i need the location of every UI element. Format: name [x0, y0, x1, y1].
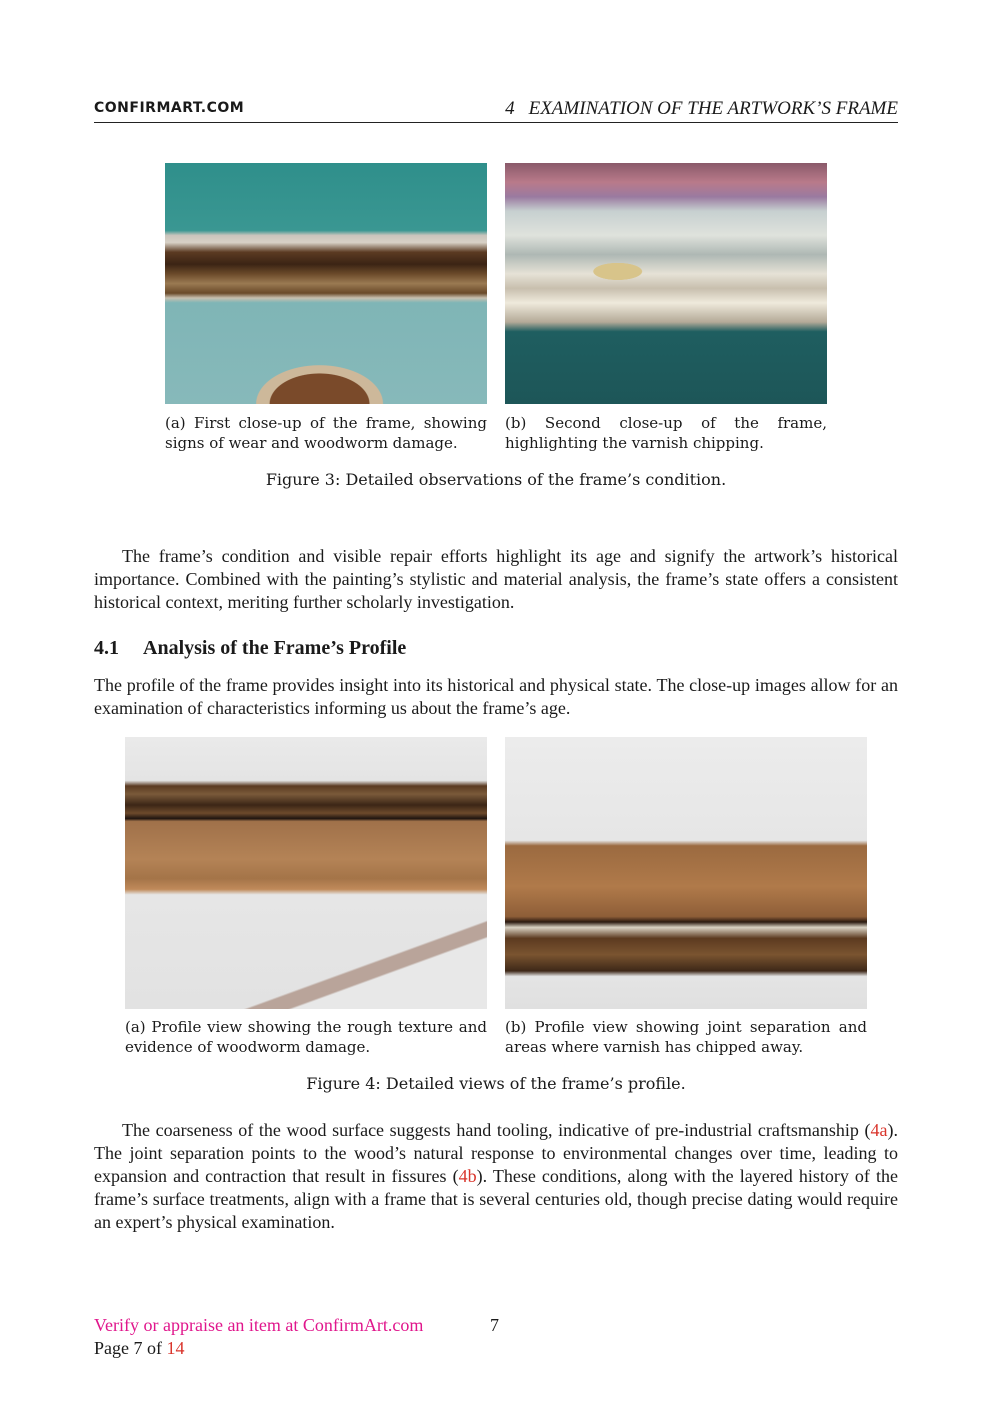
figure4-caption: Figure 4: Detailed views of the frame’s profile.: [306, 1074, 686, 1093]
section-number: 4.1: [94, 637, 119, 659]
paragraph-frame-condition: The frame’s condition and visible repair efforts highlight its age and signify the artwork’s historical importance. Combined with the painting’s stylistic and material analysis, the frame’s state offers a consistent historical context, meriting further scholarly investigation.: [94, 546, 898, 612]
frame-closeup-photo-b: [505, 163, 827, 404]
running-head-number: 4: [505, 98, 515, 119]
running-head: [505, 98, 898, 120]
figure3-subcaption-a: (a) First close-up of the frame, showing signs of wear and woodworm damage.: [165, 414, 487, 452]
footer-page-number: 7: [490, 1315, 499, 1335]
frame-closeup-photo-a: [165, 163, 487, 404]
figure-reference-4b[interactable]: 4b: [458, 1166, 477, 1186]
section-title: Analysis of the Frame’s Profile: [143, 637, 407, 659]
paragraph-profile-analysis: [94, 1119, 898, 1234]
figure3-subcaption-b: (b) Second close-up of the frame, highlighting the varnish chipping.: [505, 414, 827, 452]
footer-page-count: [94, 1338, 184, 1359]
figure4-subcaption-b: (b) Profile view showing joint separation and areas where varnish has chipped away.: [505, 1018, 867, 1056]
figure4-subcaption-a: (a) Profile view showing the rough texture and evidence of woodworm damage.: [125, 1018, 487, 1056]
paragraph-profile-intro: The profile of the frame provides insight into its historical and physical state. The close-up images allow for an examination of characteristics informing us about the frame’s age.: [94, 675, 898, 718]
paragraph-text: ). The joint separation points to the wood’s natural response to environmental changes over time, leading to expansion and contraction that result in fissures (: [94, 1120, 898, 1186]
paragraph-text: The coarseness of the wood surface suggests hand tooling, indicative of pre-industrial craftsmanship (: [122, 1120, 871, 1140]
section-heading: [94, 637, 406, 660]
frame-profile-photo-b: [505, 737, 867, 1009]
page-count-prefix: Page 7 of: [94, 1338, 167, 1358]
footer-appraise-link[interactable]: Verify or appraise an item at ConfirmArt.com: [94, 1315, 424, 1335]
site-logo: CONFIRMART.COM: [94, 100, 245, 116]
header-rule: [94, 122, 898, 123]
running-head-title: EXAMINATION OF THE ARTWORK’S FRAME: [528, 98, 898, 119]
figure3-caption: Figure 3: Detailed observations of the frame’s condition.: [265, 470, 727, 489]
frame-profile-photo-a: [125, 737, 487, 1009]
page-count-total[interactable]: 14: [166, 1338, 185, 1358]
paragraph-text: ). These conditions, along with the layered history of the frame’s surface treatments, align with a frame that is several centuries old, though precise dating would require an expert’s physical examination.: [94, 1166, 898, 1232]
figure-reference-4a[interactable]: 4a: [870, 1120, 888, 1140]
